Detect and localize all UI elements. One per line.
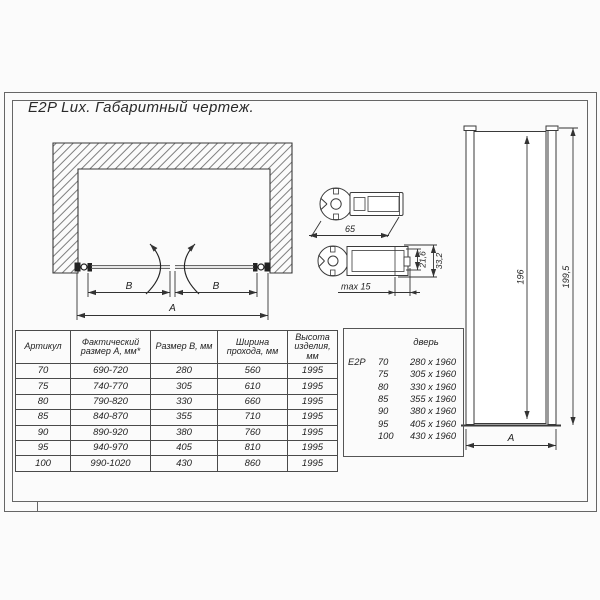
section-top	[309, 188, 403, 237]
door-table-row	[348, 368, 461, 380]
door-size-label: 100	[378, 431, 394, 442]
size-table-row	[16, 425, 338, 440]
wall-hatched	[53, 143, 292, 273]
door-table-row	[348, 356, 461, 368]
size-table-cell: 660	[218, 394, 288, 409]
size-table-header-cell: Артикул	[16, 331, 71, 364]
size-table-cell: 1995	[288, 440, 338, 455]
size-table-cell: 80	[16, 394, 71, 409]
dim-label-21-6: 21,6	[417, 251, 428, 268]
door-table-row	[348, 381, 461, 393]
size-table-cell: 990-1020	[71, 456, 151, 471]
size-table-cell: 1995	[288, 456, 338, 471]
hinge-left-icon	[75, 263, 92, 271]
door-dims-label: 330 x 1960	[410, 381, 457, 392]
door-size-label: 80	[378, 381, 389, 392]
size-table-cell: 810	[218, 440, 288, 455]
door-leaf-right	[175, 266, 254, 269]
dim-label-b-left: B	[125, 281, 133, 292]
size-table-cell: 860	[218, 456, 288, 471]
door-series-label	[348, 418, 378, 430]
size-table-cell: 355	[151, 410, 218, 425]
door-table-row	[348, 418, 461, 430]
door-leaf-left	[91, 266, 170, 269]
dim-label-196: 196	[515, 269, 526, 285]
door-series-label: E2P	[348, 357, 366, 367]
side-view	[461, 126, 578, 450]
size-table-cell: 1995	[288, 379, 338, 394]
size-table-cell: 760	[218, 425, 288, 440]
door-size-label: 90	[378, 406, 389, 417]
door-table-row	[348, 393, 461, 405]
door-table-row	[348, 430, 461, 442]
door-series-label	[348, 393, 378, 405]
size-table-cell: 740-770	[71, 379, 151, 394]
size-table-cell: 380	[151, 425, 218, 440]
door-series-label	[348, 381, 378, 393]
door-size-label: 85	[378, 394, 389, 405]
size-table-cell: 790-820	[71, 394, 151, 409]
door-series-label	[348, 368, 378, 380]
size-table-row	[16, 364, 338, 379]
size-table-header-cell: Высота изделия, мм	[288, 331, 338, 364]
door-size-label: 70	[378, 357, 389, 367]
size-table-cell: 560	[218, 364, 288, 379]
size-table-cell: 305	[151, 379, 218, 394]
size-table-cell: 610	[218, 379, 288, 394]
size-table-cell: 70	[16, 364, 71, 379]
door-dims-label: 380 x 1960	[410, 406, 457, 417]
door-table-rows	[348, 356, 461, 442]
size-table-cell: 330	[151, 394, 218, 409]
plan-view	[53, 143, 292, 320]
size-table-cell: 430	[151, 456, 218, 471]
dim-label-max15: max 15	[341, 281, 371, 292]
door-table-row	[348, 405, 461, 417]
size-table-cell: 840-870	[71, 410, 151, 425]
door-size-label: 95	[378, 418, 389, 429]
door-dims-label: 430 x 1960	[410, 431, 457, 442]
size-table-header-row	[16, 331, 338, 364]
door-dims-label: 280 x 1960	[410, 357, 457, 367]
door-dims-label: 355 x 1960	[410, 394, 457, 405]
size-table-cell: 690-720	[71, 364, 151, 379]
dim-label-a-plan: A	[169, 303, 176, 314]
dim-label-b-right: B	[212, 281, 220, 292]
swing-arc-right	[184, 244, 199, 294]
size-table-cell: 710	[218, 410, 288, 425]
size-table-cell: 95	[16, 440, 71, 455]
size-table-cell: 940-970	[71, 440, 151, 455]
dim-label-199-5: 199,5	[561, 265, 571, 289]
size-table-cell: 280	[151, 364, 218, 379]
size-table-header-cell: Фактический размер А, мм*	[71, 331, 151, 364]
size-table-cell: 1995	[288, 425, 338, 440]
size-table-cell: 1995	[288, 394, 338, 409]
size-table-row	[16, 456, 338, 471]
size-table-cell: 85	[16, 410, 71, 425]
size-table-cell: 90	[16, 425, 71, 440]
door-size-label: 75	[378, 369, 389, 380]
dim-label-65: 65	[344, 224, 356, 234]
size-table-row	[16, 379, 338, 394]
size-table-cell: 890-920	[71, 425, 151, 440]
size-table-cell: 75	[16, 379, 71, 394]
size-table-header-cell: Размер В, мм	[151, 331, 218, 364]
door-series-label	[348, 405, 378, 417]
section-bottom	[318, 245, 444, 296]
door-dims-label: 305 x 1960	[410, 369, 457, 380]
dim-label-a-side: A	[507, 433, 515, 444]
page-title: E2P Lux. Габаритный чертеж.	[28, 99, 254, 116]
hinge-right-icon	[254, 263, 271, 271]
size-table-cell: 1995	[288, 410, 338, 425]
size-table-container	[15, 330, 337, 472]
size-table-cell: 405	[151, 440, 218, 455]
door-table-box	[343, 328, 464, 457]
size-table-row	[16, 440, 338, 455]
size-table-cell: 100	[16, 456, 71, 471]
size-table-body	[16, 364, 338, 472]
swing-arc-left	[146, 244, 161, 294]
dim-label-33-2: 33,2	[434, 252, 444, 270]
door-dims-label: 405 x 1960	[410, 418, 457, 429]
door-series-label	[348, 430, 378, 442]
size-table	[15, 330, 338, 472]
size-table-cell: 1995	[288, 364, 338, 379]
size-table-header-cell: Ширина прохода, мм	[218, 331, 288, 364]
door-table-header: дверь	[413, 337, 439, 348]
size-table-row	[16, 394, 338, 409]
size-table-row	[16, 410, 338, 425]
